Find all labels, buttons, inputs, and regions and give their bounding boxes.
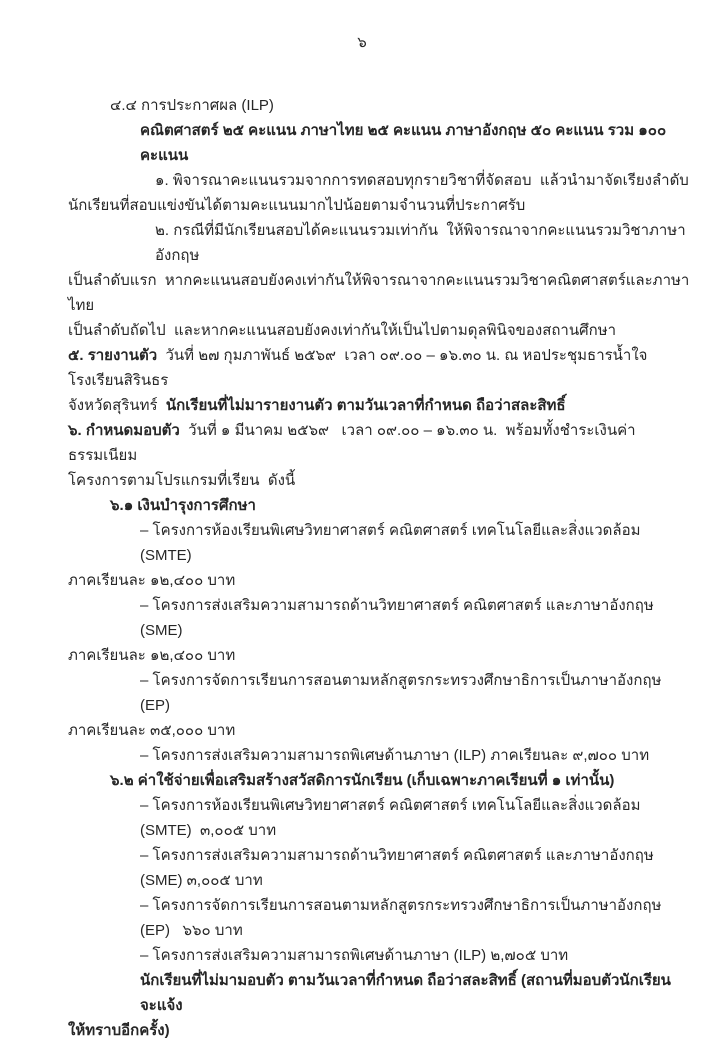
welfare-item-ilp: – โครงการส่งเสริมความสามารถพิเศษด้านภาษา (ILP) ๒,๗๐๕ บาท	[140, 947, 569, 964]
fee-item-sme-line2: ภาคเรียนละ ๑๒,๔๐๐ บาท	[68, 647, 236, 664]
section-6-line2: โครงการตามโปรแกรมที่เรียน ดังนี้	[68, 472, 296, 489]
section-4-4-item2-line3: เป็นลำดับถัดไป และหากคะแนนสอบยังคงเท่ากันให้เป็นไปตามดุลพินิจของสถานศึกษา	[68, 322, 617, 339]
section-5-label: ๕. รายงานตัว	[68, 347, 158, 364]
section-4-4-item1-line2: นักเรียนที่สอบแข่งขันได้ตามคะแนนมากไปน้อยตามจำนวนที่ประกาศรับ	[68, 197, 526, 214]
welfare-item-ep: – โครงการจัดการเรียนการสอนตามหลักสูตรกระทรวงศึกษาธิการเป็นภาษาอังกฤษ (EP) ๖๖๐ บาท	[140, 897, 666, 939]
fee-item-smte-line1: – โครงการห้องเรียนพิเศษวิทยาศาสตร์ คณิตศาสตร์ เทคโนโลยีและสิ่งแวดล้อม (SMTE)	[140, 522, 645, 564]
section-5-warning: นักเรียนที่ไม่มารายงานตัว ตามวันเวลาที่กำหนด ถือว่าสละสิทธิ์	[165, 397, 566, 414]
section-6-label: ๖. กำหนดมอบตัว	[68, 422, 180, 439]
section-5-line2	[68, 393, 690, 418]
fee-item-sme-line1: – โครงการส่งเสริมความสามารถด้านวิทยาศาสตร์ คณิตศาสตร์ และภาษาอังกฤษ (SME)	[140, 597, 658, 639]
section-5-province: จังหวัดสุรินทร์	[68, 397, 166, 414]
closing-note-line1: นักเรียนที่ไม่มามอบตัว ตามวันเวลาที่กำหนด ถือว่าสละสิทธิ์ (สถานที่มอบตัวนักเรียนจะแจ้ง	[140, 972, 671, 1014]
fee-item-ep-line1: – โครงการจัดการเรียนการสอนตามหลักสูตรกระทรวงศึกษาธิการเป็นภาษาอังกฤษ (EP)	[140, 672, 666, 714]
fee-item-smte-line2: ภาคเรียนละ ๑๒,๔๐๐ บาท	[68, 572, 236, 589]
section-6-detail: วันที่ ๑ มีนาคม ๒๕๖๙ เวลา ๐๙.๐๐ – ๑๖.๓๐ น. พร้อมทั้งชำระเงินค่าธรรมเนียม	[68, 422, 636, 464]
section-4-4-item2-line1: ๒. กรณีที่มีนักเรียนสอบได้คะแนนรวมเท่ากัน ให้พิจารณาจากคะแนนรวมวิชาภาษาอังกฤษ	[155, 222, 686, 264]
section-6-1-heading: ๖.๑ เงินบำรุงการศึกษา	[110, 497, 256, 514]
section-4-4-item2-line2: เป็นลำดับแรก หากคะแนนสอบยังคงเท่ากันให้พิจารณาจากคะแนนรวมวิชาคณิตศาสตร์และภาษาไทย	[68, 272, 690, 314]
fee-item-ep-line2: ภาคเรียนละ ๓๕,๐๐๐ บาท	[68, 722, 236, 739]
section-4-4-score-line: คณิตศาสตร์ ๒๕ คะแนน ภาษาไทย ๒๕ คะแนน ภาษาอังกฤษ ๕๐ คะแนน รวม ๑๐๐ คะแนน	[140, 122, 671, 164]
closing-note-line2: ให้ทราบอีกครั้ง)	[68, 1022, 170, 1039]
section-6-line1	[68, 418, 690, 468]
welfare-item-smte: – โครงการห้องเรียนพิเศษวิทยาศาสตร์ คณิตศาสตร์ เทคโนโลยีและสิ่งแวดล้อม (SMTE) ๓,๐๐๕ บาท	[140, 797, 645, 839]
welfare-item-sme: – โครงการส่งเสริมความสามารถด้านวิทยาศาสตร์ คณิตศาสตร์ และภาษาอังกฤษ (SME) ๓,๐๐๕ บาท	[140, 847, 658, 889]
page-number: ๖	[357, 34, 367, 51]
section-4-4-item1-line1: ๑. พิจารณาคะแนนรวมจากการทดสอบทุกรายวิชาที่จัดสอบ แล้วนำมาจัดเรียงลำดับ	[155, 172, 689, 189]
section-5-detail: วันที่ ๒๗ กุมภาพันธ์ ๒๕๖๙ เวลา ๐๙.๐๐ – ๑๖.๓๐ น. ณ หอประชุมธารน้ำใจ โรงเรียนสิรินธร	[68, 347, 656, 389]
fee-item-ilp: – โครงการส่งเสริมความสามารถพิเศษด้านภาษา (ILP) ภาคเรียนละ ๙,๗๐๐ บาท	[140, 747, 650, 764]
section-5-line1	[68, 343, 690, 393]
section-4-4-heading: ๔.๔ การประกาศผล (ILP)	[110, 97, 274, 114]
section-6-2-heading: ๖.๒ ค่าใช้จ่ายเพื่อเสริมสร้างสวัสดิการนักเรียน (เก็บเฉพาะภาคเรียนที่ ๑ เท่านั้น)	[110, 772, 615, 789]
